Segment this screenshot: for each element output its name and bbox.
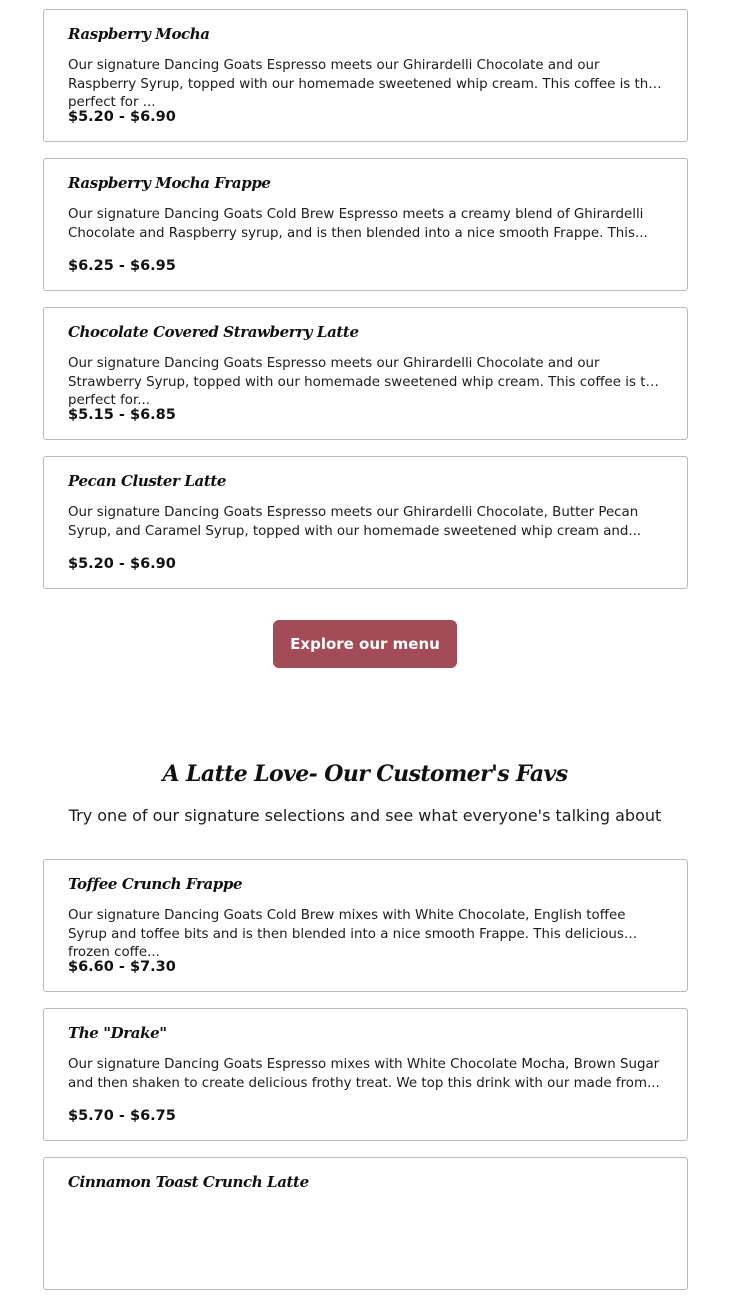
menu-item-description: Our signature Dancing Goats Espresso meets our Ghirardelli Chocolate and our Raspberry Syrup, topped with our homemade sweetened whip cream. This coffee is the perfect for ... xyxy=(68,58,657,110)
menu-item-price: $6.25 - $6.95 xyxy=(68,258,176,274)
menu-item-card[interactable] xyxy=(43,1008,688,1141)
menu-item-card[interactable] xyxy=(43,9,688,142)
menu-item-price: $5.20 - $6.90 xyxy=(68,556,176,572)
explore-menu-button[interactable]: Explore our menu xyxy=(273,620,457,668)
menu-item-price: $5.15 - $6.85 xyxy=(68,407,176,423)
menu-item-description: Our signature Dancing Goats Cold Brew mixes with White Chocolate, English toffee Syrup and toffee bits and is then blended into a nice smooth Frappe. This delicious frozen coffe... xyxy=(68,908,626,960)
favs-item-list xyxy=(43,859,688,1306)
menu-item-name: Raspberry Mocha Frappe xyxy=(68,174,271,192)
menu-item-card[interactable] xyxy=(43,1157,688,1290)
menu-item-description xyxy=(68,1205,663,1242)
menu-item-name: Toffee Crunch Frappe xyxy=(68,875,243,893)
menu-item-name: Raspberry Mocha xyxy=(68,25,210,43)
menu-item-name: Chocolate Covered Strawberry Latte xyxy=(68,323,359,341)
menu-item-card[interactable] xyxy=(43,859,688,992)
menu-item-description: Our signature Dancing Goats Cold Brew Espresso meets a creamy blend of Ghirardelli Chocolate and Raspberry syrup, and is then blended into a nice smooth Frappe. This... xyxy=(68,207,648,241)
menu-item-list xyxy=(43,9,688,605)
menu-item-description: Our signature Dancing Goats Espresso meets our Ghirardelli Chocolate and our Strawberry Syrup, topped with our homemade sweetened whip cream. This coffee is the perfect for... xyxy=(68,356,663,408)
cta-container xyxy=(0,620,730,668)
menu-item-card[interactable] xyxy=(43,307,688,440)
menu-item-price: $5.20 - $6.90 xyxy=(68,109,176,125)
menu-item-name: Pecan Cluster Latte xyxy=(68,472,227,490)
menu-item-price: $6.60 - $7.30 xyxy=(68,959,176,975)
menu-item-card[interactable] xyxy=(43,456,688,589)
menu-item-description: Our signature Dancing Goats Espresso meets our Ghirardelli Chocolate, Butter Pecan Syrup, and Caramel Syrup, topped with our homemade sweetened whip cream and... xyxy=(68,505,642,539)
menu-item-price: $5.70 - $6.75 xyxy=(68,1108,176,1124)
menu-item-name: Cinnamon Toast Crunch Latte xyxy=(68,1173,309,1191)
menu-item-card[interactable] xyxy=(43,158,688,291)
favs-section-title: A Latte Love- Our Customer's Favs xyxy=(162,761,568,787)
menu-item-name: The "Drake" xyxy=(68,1024,167,1042)
menu-item-description: Our signature Dancing Goats Espresso mixes with White Chocolate Mocha, Brown Sugar and then shaken to create delicious frothy treat. We top this drink with our made from... xyxy=(68,1057,660,1091)
favs-section-subtitle: Try one of our signature selections and see what everyone's talking about xyxy=(68,806,662,825)
